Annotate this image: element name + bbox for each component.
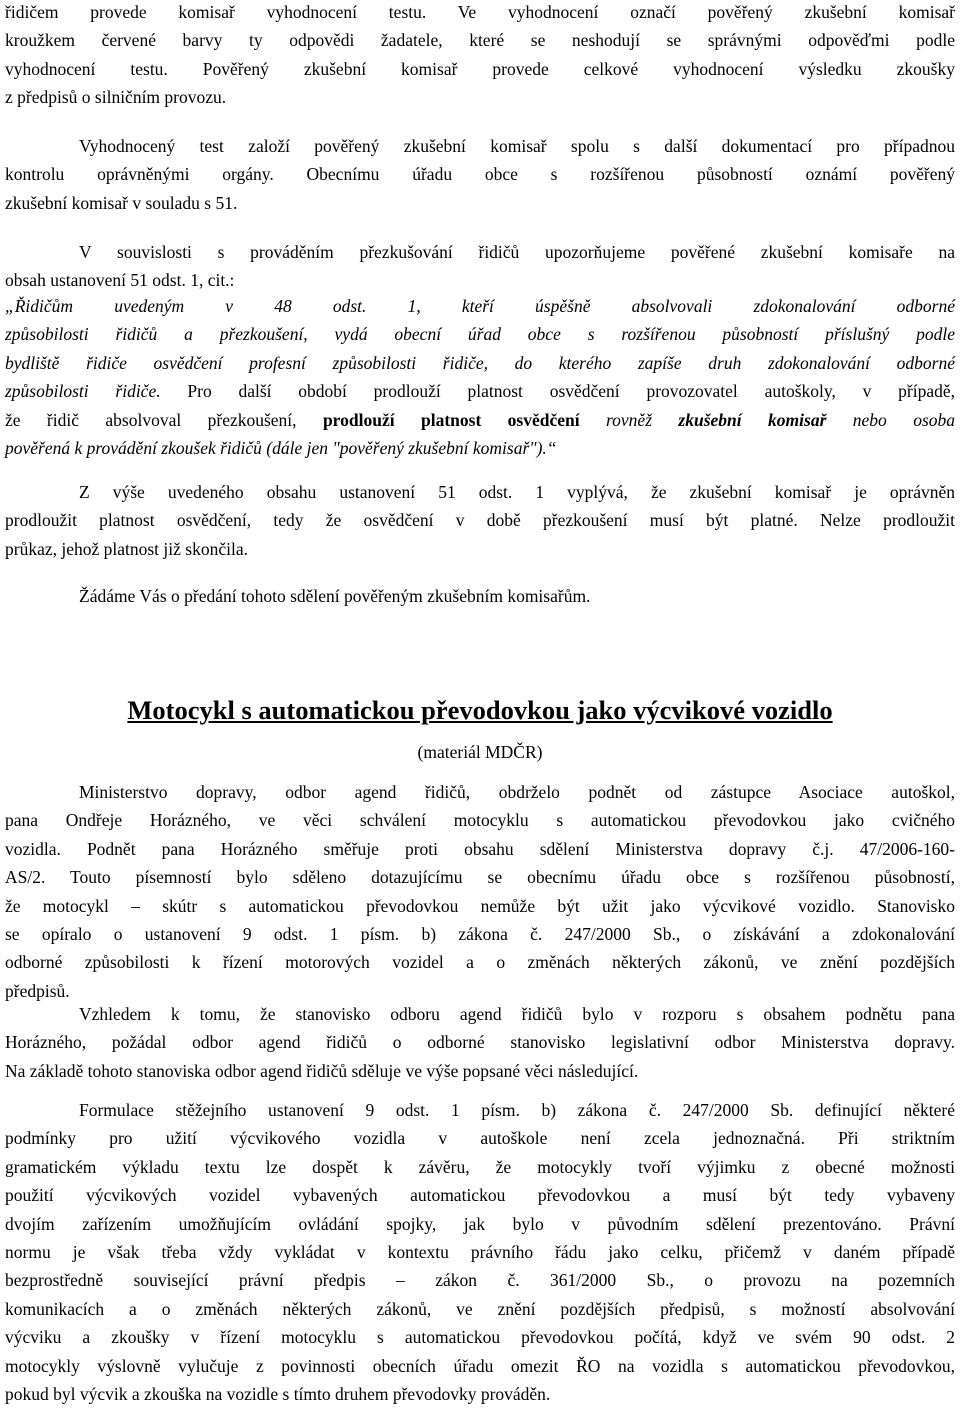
- text-line: prodloužit platnost osvědčení, tedy že osvědčení v době přezkoušení musí být platné. Nelze prodloužit: [5, 510, 955, 531]
- text-line: kroužkem červené barvy ty odpovědi žadatele, které se neshodují se správnými odpověďmi podle: [5, 30, 955, 51]
- quote-normal-text: že řidič absolvoval přezkoušení,: [5, 409, 323, 430]
- paragraph-7: [5, 1000, 955, 1085]
- text-line: Vyhodnocený test založí pověřený zkušební komisař spolu s další dokumentací pro případnou: [79, 136, 955, 156]
- text-line: motocykly výslovně vylučuje z povinnosti obecních úřadu omezit ŘO na vozidla s automatickou převodovkou,: [5, 1355, 955, 1376]
- paragraph-8: [5, 1096, 955, 1408]
- paragraph-4: [5, 478, 955, 563]
- paragraph-5: [5, 582, 955, 610]
- text-line: bezprostředně související právní předpis – zákon č. 361/2000 Sb., o provozu na pozemních: [5, 1270, 955, 1291]
- quote-normal-text: Pro další období prodlouží platnost osvědčení provozovatel autoškoly, v případě,: [160, 381, 955, 402]
- section-heading: Motocykl s automatickou převodovkou jako výcvikové vozidlo: [127, 695, 833, 725]
- text-line: použití výcvikových vozidel vybavených automatickou převodovkou a musí být tedy vybaveny: [5, 1185, 955, 1206]
- text-line: Ministerstvo dopravy, odbor agend řidičů, obdrželo podnět od zástupce Asociace autoškol,: [79, 782, 955, 802]
- text-line: řidičem provede komisař vyhodnocení testu. Ve vyhodnocení označí pověřený zkušební komisař: [5, 2, 955, 22]
- text-line: Z výše uvedeného obsahu ustanovení 51 odst. 1 vyplývá, že zkušební komisař je oprávněn: [79, 482, 955, 502]
- text-line: gramatickém výkladu textu lze dospět k závěru, že motocykly tvoří výjimku z obecné možnosti: [5, 1156, 955, 1177]
- text-line: AS/2. Touto písemností bylo sděleno dotazujícímu se obecnímu úřadu obce s rozšířenou působností,: [5, 867, 955, 888]
- paragraph-2: [5, 132, 955, 217]
- quote-line: [5, 377, 955, 405]
- text-line: z předpisů o silničním provozu.: [5, 87, 227, 108]
- quote-bold-text: prodlouží platnost osvědčení: [322, 409, 580, 430]
- paragraph-1: [5, 0, 955, 112]
- text-line: že motocykl – skútr s automatickou převodovkou nemůže být užit jako výcvikové vozidlo. Stanovisko: [5, 895, 955, 916]
- text-line: obsah ustanovení 51 odst. 1, cit.:: [5, 270, 235, 291]
- text-line: kontrolu oprávněnými orgány. Obecnímu úřadu obce s rozšířenou působností oznámí pověřený: [5, 164, 955, 185]
- text-line: Horázného, požádal odbor agend řidičů o odborné stanovisko legislativní odbor Ministerstva dopravy.: [5, 1032, 955, 1053]
- text-line: Na základě tohoto stanoviska odbor agend řidičů sděluje ve výše popsané věci následující.: [5, 1060, 639, 1081]
- paragraph-6: [5, 778, 955, 1005]
- quote-line: pověřená k provádění zkoušek řidičů (dále jen "pověřený zkušební komisař").“: [5, 438, 557, 459]
- text-line: pokud byl výcvik a zkouška na vozidle s tímto druhem převodovky prováděn.: [5, 1384, 551, 1405]
- text-line: podmínky pro užití výcvikového vozidla v autoškole není zcela jednoznačná. Při striktním: [5, 1128, 955, 1149]
- quote-line: „Řidičům uvedeným v 48 odst. 1, kteří úspěšně absolvovali zdokonalování odborné: [5, 296, 955, 316]
- quote-italic-text: způsobilosti řidiče.: [5, 381, 161, 402]
- paragraph-3: [5, 238, 955, 295]
- section-subheading: (materiál MDČR): [417, 742, 543, 762]
- quote-line: způsobilosti řidičů a přezkoušení, vydá obecní úřad obce s rozšířenou působností příslušný podle: [5, 324, 955, 345]
- quote-italic-text: nebo osoba: [826, 409, 956, 430]
- text-line: Žádáme Vás o předání tohoto sdělení pověřeným zkušebním komisařům.: [79, 586, 591, 606]
- quote-line: bydliště řidiče osvědčení profesní způsobilosti řidiče, do kterého zapíše druh zdokonalování odborné: [5, 352, 955, 373]
- quote-line: [5, 406, 955, 434]
- text-line: vozidla. Podnět pana Horázného směřuje proti obsahu sdělení Ministerstva dopravy č.j. 47/2006-160-: [5, 838, 955, 859]
- text-line: zkušební komisař v souladu s 51.: [5, 192, 238, 213]
- text-line: dvojím zařízením umožňujícím ovládání spojky, jak bylo v původním sdělení prezentováno. Právní: [5, 1213, 955, 1234]
- text-line: komunikacích a o změnách některých zákonů, ve znění pozdějších předpisů, s možností absolvování: [5, 1298, 955, 1319]
- text-line: Formulace stěžejního ustanovení 9 odst. 1 písm. b) zákona č. 247/2000 Sb. definující některé: [79, 1100, 955, 1120]
- quote-bold-italic-text: zkušební komisař: [678, 409, 827, 430]
- text-line: průkaz, jehož platnost již skončila.: [5, 538, 248, 559]
- text-line: výcviku a zkoušky v řízení motocyklu s automatickou převodovkou počítá, když ve svém 90 odst. 2: [5, 1327, 955, 1348]
- legal-quotation: [5, 292, 955, 462]
- text-line: vyhodnocení testu. Pověřený zkušební komisař provede celkové vyhodnocení výsledku zkoušky: [5, 58, 955, 79]
- text-line: normu je však třeba vždy vykládat v kontextu právního řádu jako celku, přičemž v daném případě: [5, 1242, 955, 1263]
- quote-italic-text: rovněž: [579, 409, 679, 430]
- text-line: odborné způsobilosti k řízení motorových vozidel a o změnách některých zákonů, ve znění pozdějších: [5, 952, 955, 973]
- text-line: V souvislosti s prováděním přezkušování řidičů upozorňujeme pověřené zkušební komisaře na: [79, 242, 955, 262]
- text-line: předpisů.: [5, 980, 70, 1001]
- text-line: se opíralo o ustanovení 9 odst. 1 písm. b) zákona č. 247/2000 Sb., o získávání a zdokonalování: [5, 924, 955, 945]
- text-line: Vzhledem k tomu, že stanovisko odboru agend řidičů bylo v rozporu s obsahem podnětu pana: [79, 1004, 955, 1024]
- text-line: pana Ondřeje Horázného, ve věci schválení motocyklu s automatickou převodovkou jako cvičného: [5, 810, 955, 831]
